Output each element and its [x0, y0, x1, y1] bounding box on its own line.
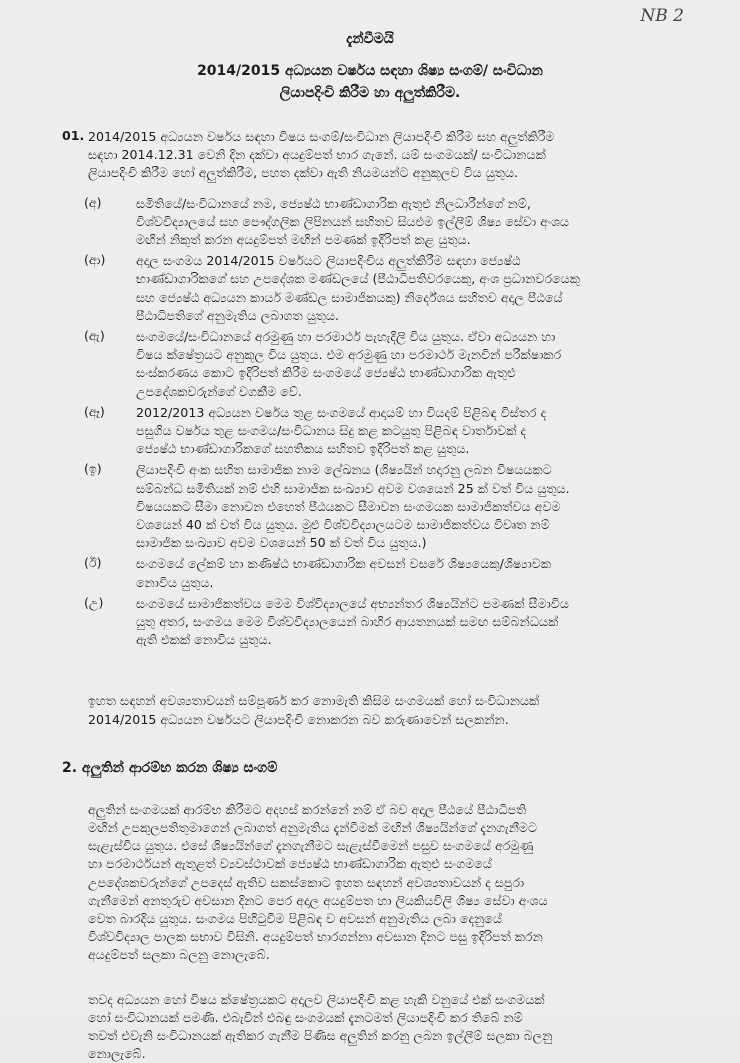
item-line: සමිතියේ/සංවිධානයේ නම, ජ්‍යෙෂ්ඨ භාණ්ඩාගාරික ඇතුළු නිලධාරීන්ගේ නම්, [136, 195, 531, 211]
section-2-para-2-line: තවද අධ්‍යයන හෝ විෂය ක්ෂේත්‍රයකට අදාලව ලියාපදිංචි කළ හැකි වනුයේ එක් සංගමයක් [88, 991, 545, 1007]
section-1-number: 01. [62, 128, 85, 143]
item-line: උපදේශකවරුන්ගේ වගකීම වේ. [136, 383, 302, 399]
item-line: සාමාජික සංඛ්‍යාව අවම වශයෙන් 50 ක් වත් විය යුතුය.) [136, 535, 427, 551]
section-2-para-1-line: මඟින් උපකුලපතිතුමාගෙන් ලබාගත් අනුමැතිය දැන්වීමක් මඟින් ශිෂ්‍යයින්ගේ දැනගැනීමට [88, 820, 538, 835]
item-line: 2012/2013 අධ්‍යයන වර්ෂය තුළ සංගමයේ ආදායම් හා වියදම් පිළිබඳ විස්තර ද [136, 404, 547, 420]
section-1-intro-line: 2014/2015 අධ්‍යයන වර්ෂය සඳහා විෂය සංගම්/සංවිධාන ලියාපදිංචි කිරීම සහ අලුත්කිරීම [88, 129, 555, 144]
item-marker: (ඉ) [84, 461, 102, 477]
item-line: භාණ්ඩාගාරිකගේ සහ උපදේශක මණ්ඩලයේ (පීඨාධිපතිවරයෙකු, අංශ ප්‍රධානවරයෙකු [136, 271, 580, 287]
heading-line-2: ලියාපදිංචි කිරීම හා අලුත්කිරීම. [279, 85, 461, 101]
section-1-intro-line: සඳහා 2014.12.31 වෙනි දින දක්වා අයදුම්පත් භාර ගැනේ. යම් සංගමයක්/ සංවිධානයක් [88, 147, 546, 163]
section-1-intro-line: ලියාපදිංචි කිරීම හෝ අලුත්කිරීම, පහත දක්වා ඇති නියමයන්ට අනුකූලව විය යුතුය. [88, 165, 519, 181]
item-line: සංස්කරණය කොට ඉදිරිපත් කිරීම සංගමයේ ජ්‍යෙෂ්ඨ භාණ්ඩාගාරික ඇතුළු [136, 365, 516, 381]
item-marker: (ඇ) [84, 328, 105, 343]
item-marker: (ආ) [84, 252, 106, 268]
section-2-para-2-line: තවත් එවැනි සංවිධානයක් ඇතිකර ගැනීම පිණිස අලුතින් කරනු ලබන ඉල්ලීම් සලකා බලනු [88, 1028, 553, 1043]
section-2-para-1-line: අලුතින් සංගමයක් ආරම්භ කිරීමට අදහස් කරන්නේ නම් ඒ බව අදාල පීඨයේ පීඨාධිපති [88, 801, 527, 817]
item-line: මඟින් නිකුත් කරන අයදුම්පත් මඟින් පමණක් ඉදිරිපත් කළ යුතුය. [136, 232, 471, 247]
section-2-para-1-line: වෙත බාරදිය යුතුය. සංගමය පිහිටුවීම පිළිබඳ ව අවසන් අනුමැතිය ලබා දෙනුයේ [88, 911, 502, 926]
item-line: සංගමයේ/සංවිධානයේ අරමුණු හා පරමාර්ථ පැහැදිලි විය යුතුය. ඒවා අධ්‍යයන හා [136, 329, 556, 344]
heading-line-1: 2014/2015 අධ්‍යයන වර්ෂය සඳහා ශිෂ්‍ය සංගම්/ සංවිධාන [197, 63, 543, 79]
item-line: ජ්‍යෙෂ්ඨ භාණ්ඩාගාරිකගේ සහතිකය සහිතව ඉදිරිපත් කළ යුතුය. [136, 441, 470, 457]
section-2-para-2-line: හෝ සංවිධානයක් පමණි. එබැවින් එබඳු සංගමයක් දැනටමත් ලියාපදිංචි කර තිබේ නම් [88, 1009, 523, 1025]
item-line: ඇති එකක් නොවිය යුතුය. [136, 632, 272, 648]
section-2-para-1-line: අයදුම්පත් සලකා බලනු නොලැබේ. [88, 947, 270, 963]
section-2-para-1-line: උපදේශකවරුන්ගේ උපදෙස් ඇතිව සකස්කොට ඉහත සඳහන් අවශ්‍යතාවයන් ද සපුරා [88, 874, 525, 890]
item-marker: (උ) [84, 594, 104, 610]
item-line: සම්බන්ධ සමිතියක් නම් එහි සාමාජික සංඛ්‍යාව අවම වශයෙන් 25 ක් වත් විය යුතුය. [136, 480, 570, 496]
item-line: නොවිය යුතුය. [136, 574, 214, 590]
handwritten-note: NB 2 [640, 6, 684, 26]
item-line: අදාල සංගමය 2014/2015 වර්ෂයට ලියාපදිංචිය අලුත්කිරීම සඳහා ජ්‍යෙෂ්ඨ [136, 253, 521, 269]
item-line: විශ්වවිද්‍යාලයේ සහ පෞද්ගලික ලිපිනයන් සහිතව සියළුම ඉල්ලීම් ශිෂ්‍ය සේවා අංශය [136, 213, 570, 229]
section-2-para-1-line: විශ්වවිද්‍යාල පාලක සභාව විසිනි. අයදුම්පත් භාරගන්නා අවසාන දිනට පසු ඉදිරිපත් කරන [88, 929, 543, 945]
item-line: ලියාපදිංචි අංක සහිත සාමාජික නාම ලේඛනය (ශිෂ්‍යයින් හදාරනු ලබන විෂයයකට [136, 462, 552, 478]
item-line: විෂය ක්ෂේත්‍රයට අනුකූල විය යුතුය. එම අරමුණු හා පරමාර්ථ මැනවින් පරීක්ෂාකර [136, 347, 562, 363]
section-2-para-1-line: සැළැස්විය යුතුය. එසේ ශිෂ්‍යයින්ගේ දැනගැනීමට සැළැස්වීමෙන් පසුව සංගමයේ අරමුණු [88, 838, 534, 854]
item-line: විෂයයකට සීමා නොවන එහෙත් පීඨයකට සීමාවන සංගමයක සාමාජිකත්වය අවම [136, 498, 561, 514]
section-2-heading: 2. අලුතින් ආරම්භ කරන ශිෂ්‍ය සංගම් [62, 759, 278, 776]
item-line: සහ ජ්‍යෙෂ්ඨ අධ්‍යයන කාර්ය මණ්ඩල සාමාජිකයකු) නිර්දේශය සහිතව අදාල පීඨයේ [136, 289, 563, 305]
notice-title: දැන්වීමයි [346, 31, 394, 47]
section-2-para-1-line: ගැනීමෙන් අනතුරුව අවසාන දිනට පෙර අදාල අයදුම්පත හා ලියකියවිලි ශිෂ්‍ය සේවා අංශය [88, 892, 548, 908]
item-line: සංගමයේ සාමාජිකත්වය මෙම විශ්විද්‍යාලයේ අභ්‍යන්තර ශිෂ්‍යයින්ට පමණක් සීමාවිය [136, 595, 569, 611]
section-1-closing-line: 2014/2015 අධ්‍යයන වර්ෂයට ලියාපදිංචි නොකරන බව කරුණාවෙන් සලකන්න. [88, 711, 509, 727]
item-marker: (ඈ) [84, 403, 105, 419]
item-marker: (අ) [84, 194, 102, 210]
item-marker: (ඊ) [84, 555, 102, 571]
item-line: පීඨාධිපතිගේ අනුමැතිය ලබාගත යුතුය. [136, 307, 340, 323]
section-1-closing-line: ඉහත සඳහන් අවශ්‍යතාවයන් සම්පූර්ණ කර නොමැති කිසිම සංගමයක් හෝ සංවිධානයක් [88, 693, 540, 709]
section-2-para-2-line: නොලැබේ. [88, 1046, 146, 1062]
item-line: යුතු අතර, සංගමය මෙම විශ්වවිද්‍යාලයෙන් බාහිර ආයතනයක් සමඟ සම්බන්ධයක් [136, 614, 559, 629]
item-line: සංගමයේ ලේකම් හා කණිෂ්ඨ භාණ්ඩාගාරික අවසන් වසරේ ශිෂ්‍යයෙකු/ශිෂ්‍යාවක [136, 556, 552, 572]
section-2-para-1-line: හා පරමාර්ථයන් ඇතුළත් ව්‍යවස්ථාවක් ජ්‍යෙෂ්ඨ භාණ්ඩාගාරික ඇතුළු සංගමයේ [88, 856, 492, 872]
item-line: පසුගිය වර්ෂය තුළ සංගමය/සංවිධානය සිදු කළ කටයුතු පිළිබඳ වාර්තාවක් ද [136, 423, 527, 438]
item-line: වශයෙන් 40 ක් වත් විය යුතුය. මුළු විශ්වවිද්‍යාලයටම සාමාජිකත්වය විවෘත නම් [136, 517, 550, 532]
